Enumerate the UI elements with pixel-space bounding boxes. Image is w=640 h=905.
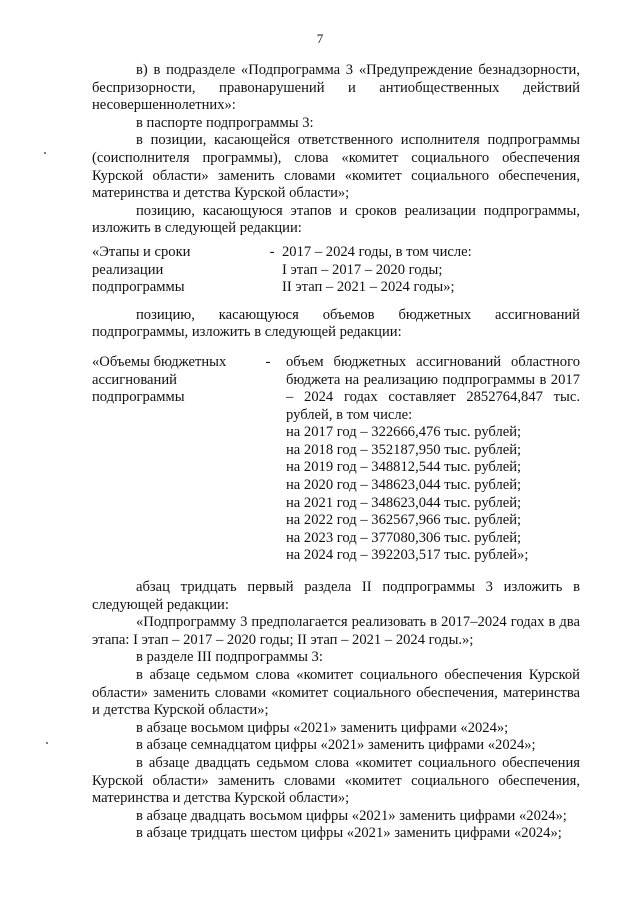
stages-block [92,244,580,297]
paragraph-section-three: в разделе III подпрограммы 3: [136,649,323,666]
page-number: 7 [316,31,324,46]
stages-value-line: 2017 – 2024 годы, в том числе: [282,243,472,260]
budget-dash: - [265,353,271,370]
stages-label [92,244,262,297]
stages-value-line: I этап – 2017 – 2020 годы; [282,261,443,278]
paragraph-quote: «Подпрограмму 3 предполагается реализовать в 2017–2024 годах в два этапа: I этап – 2017 – 2020 годы; II этап – 2021 – 2024 годы.»; [92,614,580,648]
budget-year-line: на 2024 год – 392203,517 тыс. рублей»; [286,547,529,564]
budget-year-line: на 2018 год – 352187,950 тыс. рублей; [286,441,522,458]
paragraph-executor: в позиции, касающейся ответственного исполнителя подпрограммы (соисполнителя программы), слова «комитет социального обеспечения Курской области» заменить словами «комитет социального обеспечения, материнства и детства Курской области»; [92,132,580,202]
stages-dash: - [269,243,275,260]
budget-year-line: на 2019 год – 348812,544 тыс. рублей; [286,459,522,476]
budget-year-line: на 2023 год – 377080,306 тыс. рублей; [286,529,522,546]
paragraph-twenty-eighth: в абзаце двадцать восьмом цифры «2021» заменить цифрами «2024»; [136,807,567,824]
stages-value [282,244,580,297]
budget-year-line: на 2021 год – 348623,044 тыс. рублей; [286,494,522,511]
budget-label: «Объемы бюджетных ассигнований подпрограммы [92,353,227,406]
paragraph-twenty-seventh: в абзаце двадцать седьмом слова «комитет социального обеспечения Курской области» заменить словами «комитет социального обеспечения, материнства и детства Курской области»; [92,754,580,807]
paragraph-seventh: в абзаце седьмом слова «комитет социального обеспечения Курской области» заменить словами «комитет социального обеспечения, материнства и детства Курской области»; [92,667,580,719]
paragraph-stages-intro: позицию, касающуюся этапов и сроков реализации подпрограммы, изложить в следующей редакции: [92,202,580,237]
budget-total: объем бюджетных ассигнований областного бюджета на реализацию подпрограммы в 2017 – 2024 годах составляет 2852764,847 тыс. рублей, в том числе: [286,353,580,423]
stages-label-line: «Этапы и сроки [92,243,191,260]
budget-year-line: на 2020 год – 348623,044 тыс. рублей; [286,477,522,494]
paragraph-budget-intro: позицию, касающуюся объемов бюджетных ассигнований подпрограммы, изложить в следующей редакции: [92,306,580,341]
stages-value-line: II этап – 2021 – 2024 годы»; [282,279,455,296]
paragraph-seventeenth: в абзаце семнадцатом цифры «2021» заменить цифрами «2024»; [136,737,536,754]
stages-label-line: реализации [92,261,164,278]
scan-speck [46,742,48,744]
budget-year-line: на 2017 год – 322666,476 тыс. рублей; [286,424,522,441]
paragraph-subsection-heading: в) в подразделе «Подпрограмма 3 «Предупреждение безнадзорности, беспризорности, правонарушений и антиобщественных действий несовершеннолетних»: [92,62,580,114]
budget-block [92,354,580,565]
budget-year-line: на 2022 год – 362567,966 тыс. рублей; [286,512,522,529]
paragraph-eighth: в абзаце восьмом цифры «2021» заменить цифрами «2024»; [136,719,509,736]
document-body [92,62,580,843]
budget-value [286,354,580,565]
paragraph-passport: в паспорте подпрограммы 3: [136,114,314,131]
paragraph-section-two: абзац тридцать первый раздела II подпрограммы 3 изложить в следующей редакции: [92,579,580,613]
stages-label-line: подпрограммы [92,279,185,296]
scan-speck [44,152,46,154]
paragraph-thirty-sixth: в абзаце тридцать шестом цифры «2021» заменить цифрами «2024»; [136,825,562,842]
